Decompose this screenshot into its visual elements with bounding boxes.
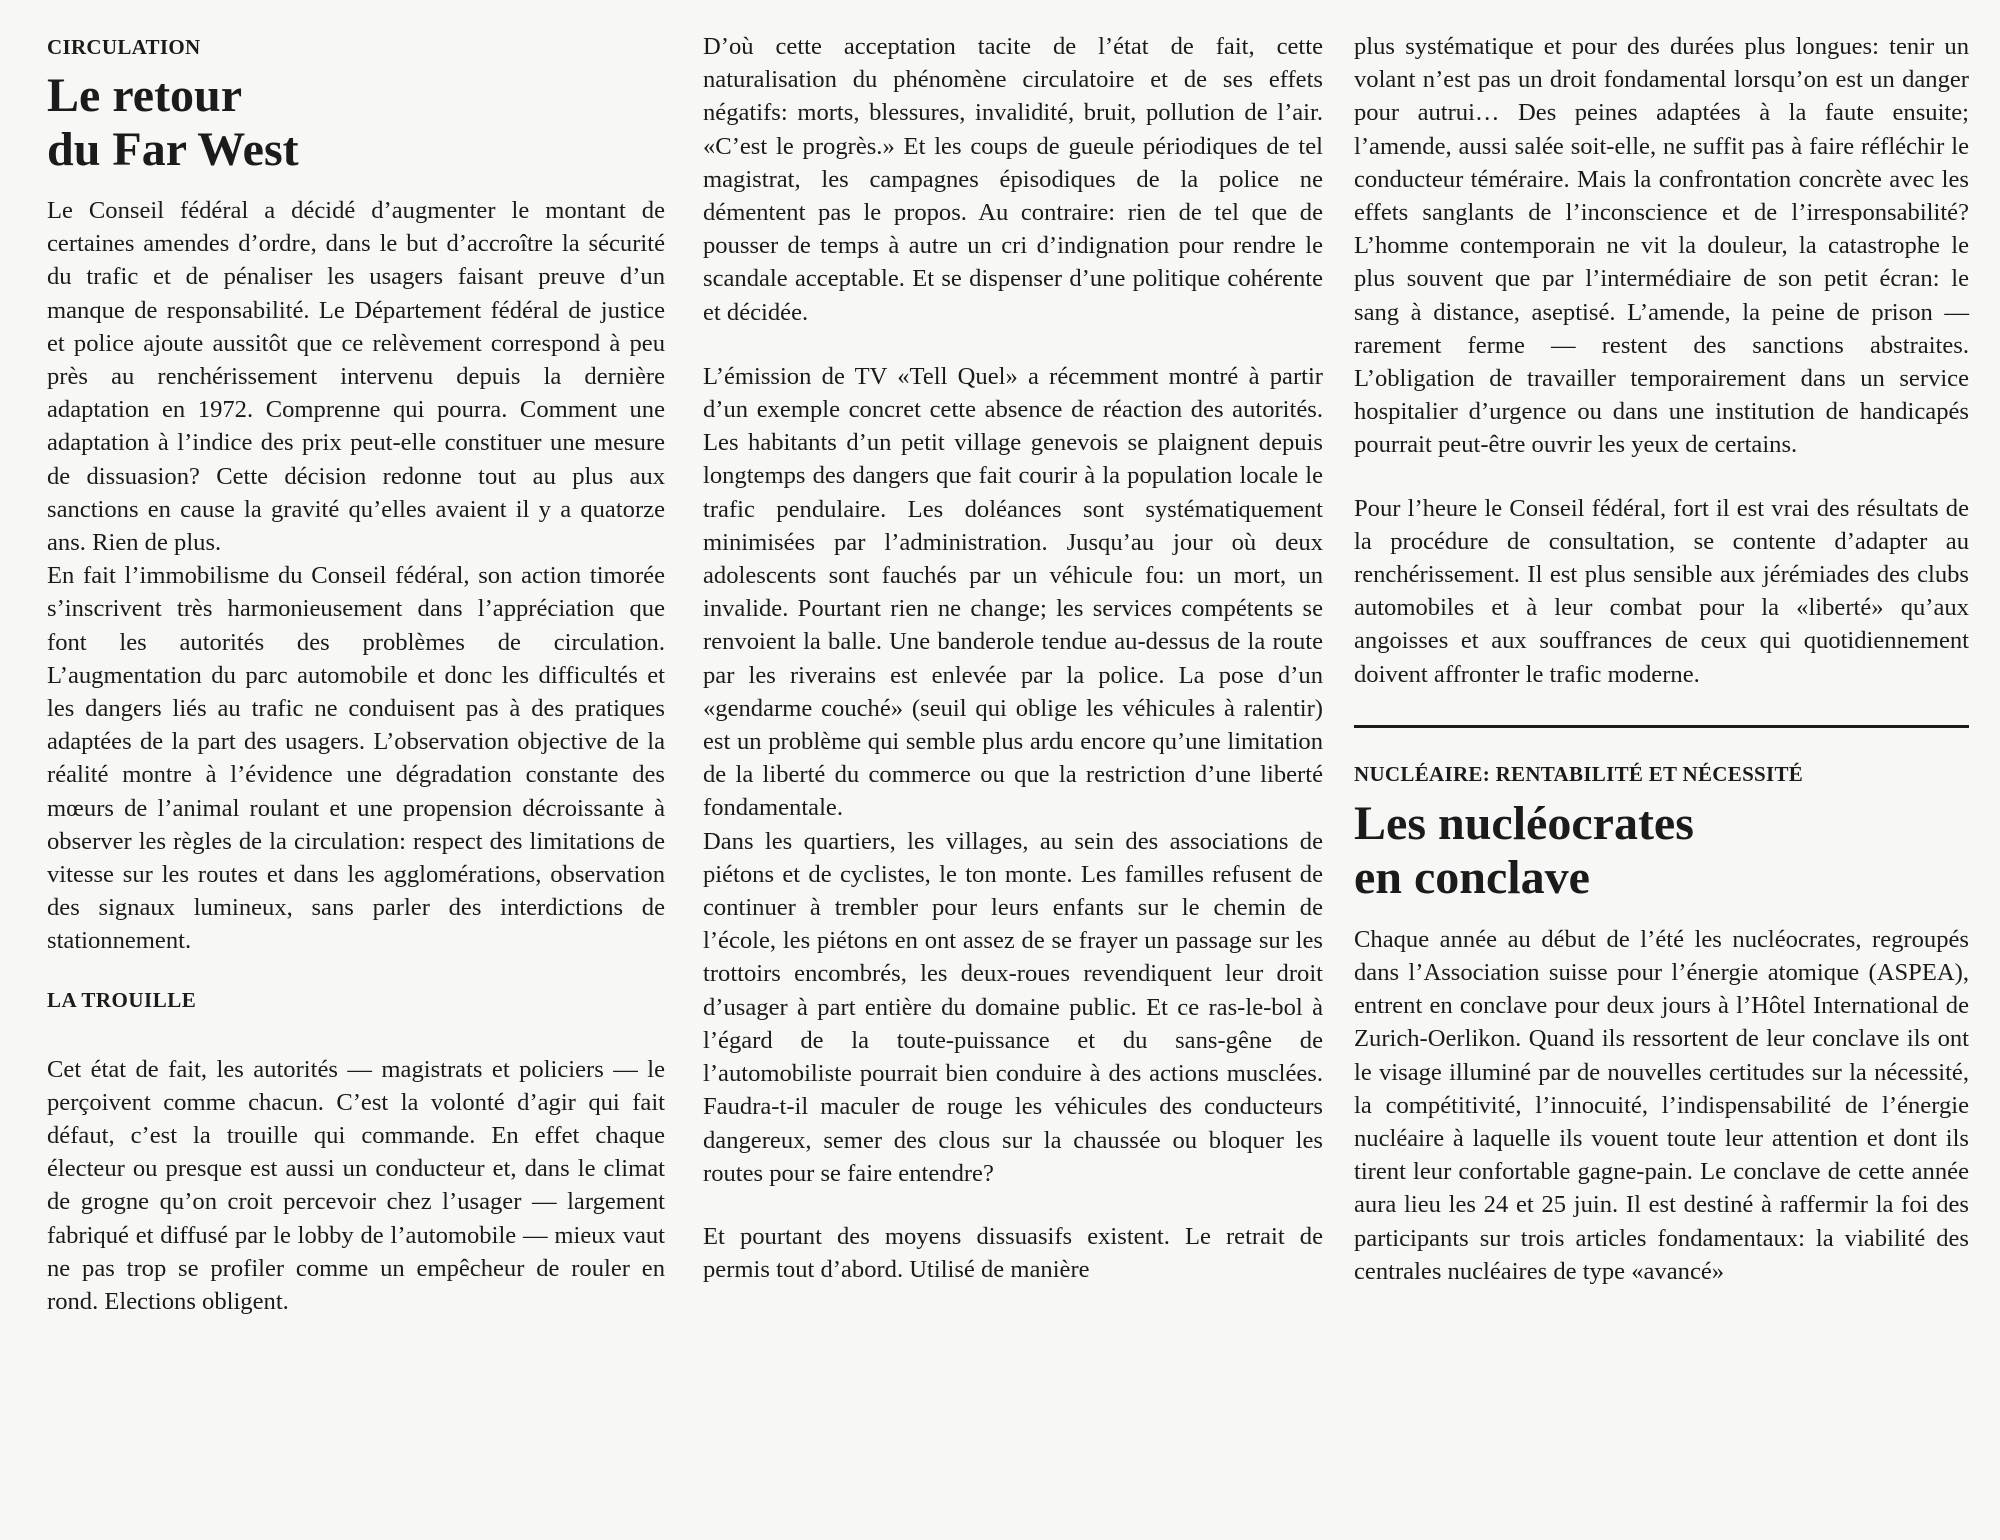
article1-paragraph-3: Cet état de fait, les autorités — magistrats et policiers — le perçoivent comme chacun. C’est la volonté d’agir qui fait défaut, c’est la trouille qui commande. En effet chaque électeur ou presque est aussi un conducteur et, dans le climat de grogne qu’on croit percevoir chez l’usager — largement fabriqué et diffusé par le lobby de l’automobile — mieux vaut ne pas trop se profiler comme un empêcheur de rouler en rond. Elections obligent. [47, 1055, 665, 1316]
article1-paragraph-8: Pour l’heure le Conseil fédéral, fort il est vrai des résultats de la procédure de consultation, se contente d’adapter au renchérissement. Il est plus sensible aux jérémiades des clubs automobiles et à leur combat pour la «liberté» qu’aux angoisses et aux souffrances de ceux qui quotidiennement doivent affronter le trafic moderne. [1354, 494, 1969, 688]
article1-paragraph-7-part2: plus systématique et pour des durées plus longues: tenir un volant n’est pas un droit fondamental lorsqu’on est un danger pour autrui… Des peines adaptées à la faute ensuite; l’amende, aussi salée soit-elle, ne suffit pas à faire réfléchir le conducteur téméraire. Mais la confrontation concrète avec les effets sanglants de l’inconscience et de l’irresponsabilité? L’homme contemporain ne vit la douleur, la catastrophe le plus souvent que par l’intermédiaire de son petit écran: le sang à distance, aseptisé. L’amende, la peine de prison — rarement ferme — restent des sanctions abstraites. L’obligation de travailler temporairement dans un service hospitalier d’urgence ou dans une institution de handicapés pourrait peut-être ouvrir les yeux de certains. [1354, 33, 1969, 459]
article1-kicker: CIRCULATION [47, 35, 201, 59]
article2-headline-line1: Les nucléocrates [1354, 796, 1694, 850]
article1-paragraph-4: D’où cette acceptation tacite de l’état de fait, cette naturalisation du phénomène circulatoire et de ses effets négatifs: morts, blessures, invalidité, bruit, pollution de l’air. «C’est le progrès.» Et les coups de gueule périodiques de tel magistrat, les campagnes épisodiques de la police ne démentent pas le propos. Au contraire: rien de tel que de pousser de temps à autre un cri d’indignation pour rendre le scandale acceptable. Et se dispenser d’une politique cohérente et décidée. [703, 33, 1323, 326]
article2-paragraph-1: Chaque année au début de l’été les nucléocrates, regroupés dans l’Association suisse pour l’énergie atomique (ASPEA), entrent en conclave pour deux jours à l’Hôtel International de Zurich-Oerlikon. Quand ils ressortent de leur conclave ils ont le visage illuminé par de nouvelles certitudes sur la nécessité, la compétitivité, l’innocuité, l’indispensabilité de l’énergie nucléaire à laquelle ils vouent toute leur attention et dont ils tirent leur confortable gagne-pain. Le conclave de cette année aura lieu les 24 et 25 juin. Il est destiné à raffermir la foi des participants sur trois articles fondamentaux: la viabilité des centrales nucléaires de type «avancé» [1354, 925, 1969, 1285]
article1-paragraph-1: Le Conseil fédéral a décidé d’augmenter le montant de certaines amendes d’ordre, dans le but d’accroître la sécurité du trafic et de pénaliser les usagers faisant preuve d’un manque de responsabilité. Le Département fédéral de justice et police ajoute aussitôt que ce relèvement correspond à peu près au renchérissement intervenu depuis la dernière adaptation en 1972. Comprenne qui pourra. Comment une adaptation à l’indice des prix peut-elle constituer une mesure de dissuasion? Cette décision redonne tout au plus aux sanctions en cause la gravité qu’elles avaient il y a quatorze ans. Rien de plus. [47, 197, 665, 557]
article2-headline [1354, 797, 1969, 905]
article1-headline-line1: Le retour [47, 69, 243, 122]
column-3 [1354, 30, 1969, 1288]
article1-subhead: LA TROUILLE [47, 987, 197, 1012]
column-1 [47, 30, 665, 1318]
article1-headline-line2: du Far West [47, 123, 299, 176]
article1-headline [47, 69, 665, 177]
article-divider-rule [1354, 725, 1969, 728]
article1-paragraph-5: L’émission de TV «Tell Quel» a récemment montré à partir d’un exemple concret cette absence de réaction des autorités. Les habitants d’un petit village genevois se plaignent depuis longtemps des dangers que fait courir à la population locale le trafic pendulaire. Les doléances sont systématiquement minimisées par l’administration. Jusqu’au jour où deux adolescents sont fauchés par un véhicule fou: un mort, un invalide. Pourtant rien ne change; les services compétents se renvoient la balle. Une banderole tendue au-dessus de la route par les riverains est enlevée par la police. La pose d’un «gendarme couché» (seuil qui oblige les véhicules à ralentir) est un problème qui semble plus ardu encore qu’une limitation de la liberté du commerce ou que la restriction d’une liberté fondamentale. [703, 362, 1323, 822]
article2-headline-line2: en conclave [1354, 850, 1590, 904]
article2-kicker: NUCLÉAIRE: RENTABILITÉ ET NÉCESSITÉ [1354, 761, 1804, 786]
article1-paragraph-2: En fait l’immobilisme du Conseil fédéral, son action timorée s’inscrivent très harmonieusement dans l’appréciation que font les autorités des problèmes de circulation. L’augmentation du parc automobile et donc les difficultés et les dangers liés au trafic ne conduisent pas à des pratiques adaptées de la part des usagers. L’observation objective de la réalité montre à l’évidence une dégradation constante des mœurs de l’animal roulant et une propension décroissante à observer les règles de la circulation: respect des limitations de vitesse sur les routes et dans les agglomérations, observation des signaux lumineux, sans parler des interdictions de stationnement. [47, 562, 665, 955]
column-2 [703, 30, 1323, 1286]
article1-paragraph-7-part1: Et pourtant des moyens dissuasifs existent. Le retrait de permis tout d’abord. Utilisé de manière [703, 1222, 1323, 1284]
article1-paragraph-6: Dans les quartiers, les villages, au sein des associations de piétons et de cyclistes, le ton monte. Les familles refusent de continuer à trembler pour leurs enfants sur le chemin de l’école, les piétons en ont assez de se frayer un passage sur les trottoirs encombrés, les deux-roues revendiquent leur droit d’usager à part entière du domaine public. Et ce ras-le-bol à l’égard de la toute-puissance et du sans-gêne de l’automobiliste pourrait bien conduire à des actions musclées. Faudra-t-il maculer de rouge les véhicules des conducteurs dangereux, semer des clous sur la chaussée ou bloquer les routes pour se faire entendre? [703, 827, 1323, 1187]
